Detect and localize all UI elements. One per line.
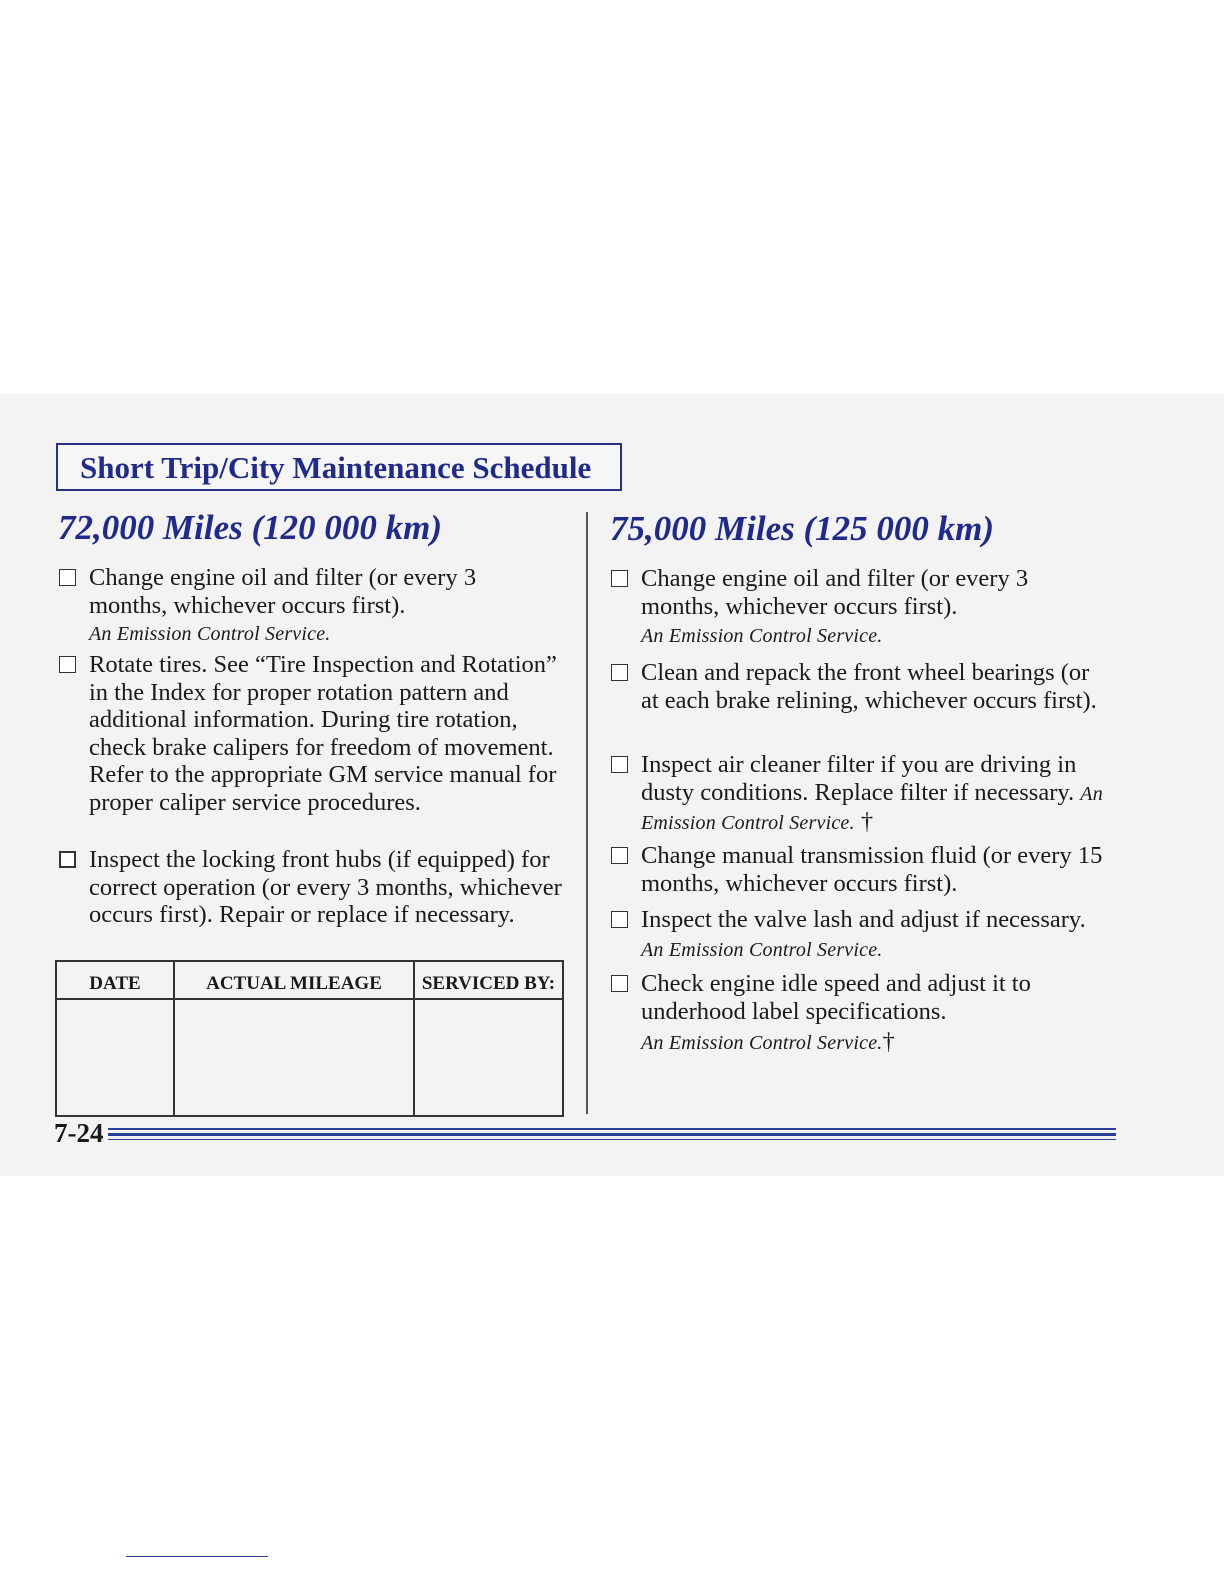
- section-header: [56, 443, 622, 491]
- dagger-mark: †: [860, 808, 874, 835]
- column-divider: [586, 512, 588, 1114]
- section-title: Short Trip/City Maintenance Schedule: [80, 450, 592, 485]
- page-number: 7-24: [54, 1118, 104, 1148]
- checkbox[interactable]: [59, 569, 76, 586]
- emission-note: An Emission Control Service.: [89, 623, 331, 645]
- checkbox[interactable]: [59, 851, 76, 868]
- checkbox[interactable]: [611, 975, 628, 992]
- right-item-transmission-fluid: Change manual transmission fluid (or every 15 months, whichever occurs first).: [611, 842, 1131, 897]
- right-item-oil-change: Change engine oil and filter (or every 3 months, whichever occurs first). An Emission Control Service.: [611, 565, 1111, 651]
- table-divider: [173, 962, 175, 1115]
- right-item-idle-speed: Check engine idle speed and adjust it to underhood label specifications. An Emission Control Service.†: [611, 970, 1111, 1058]
- left-item-rotate-tires: Rotate tires. See “Tire Inspection and Rotation” in the Index for proper rotation pattern and additional information. During tire rotation, check brake calipers for freedom of movement. Refer to the appropriate GM service manual for proper caliper service procedures.: [59, 651, 559, 816]
- interval-title-75000: 75,000 Miles (125 000 km): [610, 509, 995, 548]
- right-item-air-cleaner: Inspect air cleaner filter if you are driving in dusty conditions. Replace filter if necessary. An Emission Control Service. †: [611, 751, 1111, 838]
- column-header-actual-mileage: ACTUAL MILEAGE: [175, 962, 413, 1000]
- service-log-table: [55, 960, 564, 1117]
- checkbox[interactable]: [59, 656, 76, 673]
- checkbox[interactable]: [611, 911, 628, 928]
- interval-title-72000: 72,000 Miles (120 000 km): [58, 508, 443, 547]
- emission-note: An Emission Control Service.: [641, 782, 1103, 834]
- emission-note: An Emission Control Service.: [641, 1032, 883, 1054]
- emission-note: An Emission Control Service.: [641, 625, 883, 647]
- table-divider: [413, 962, 415, 1115]
- checkbox[interactable]: [611, 756, 628, 773]
- left-item-locking-hubs: Inspect the locking front hubs (if equipped) for correct operation (or every 3 months, whichever occurs first). Repair or replace if necessary.: [59, 846, 565, 929]
- date-entry-cell[interactable]: [59, 1000, 171, 1115]
- dagger-mark: †: [882, 1028, 895, 1055]
- mileage-entry-cell[interactable]: [177, 1000, 411, 1115]
- footer-rule: [108, 1128, 1116, 1130]
- right-item-valve-lash: Inspect the valve lash and adjust if necessary. An Emission Control Service.: [611, 906, 1141, 964]
- checkbox[interactable]: [611, 664, 628, 681]
- right-item-wheel-bearings: Clean and repack the front wheel bearings (or at each brake relining, whichever occurs first).: [611, 659, 1111, 714]
- footer-rule: [108, 1139, 1116, 1140]
- column-header-date: DATE: [57, 962, 173, 1000]
- column-header-serviced-by: SERVICED BY:: [415, 962, 562, 1000]
- bottom-rule: [126, 1556, 268, 1557]
- left-item-oil-change: Change engine oil and filter (or every 3 months, whichever occurs first). An Emission Control Service.: [59, 564, 559, 649]
- checkbox[interactable]: [611, 570, 628, 587]
- emission-note: An Emission Control Service.: [641, 938, 883, 961]
- footer-rule: [108, 1133, 1116, 1136]
- serviced-by-entry-cell[interactable]: [417, 1000, 560, 1115]
- checkbox[interactable]: [611, 847, 628, 864]
